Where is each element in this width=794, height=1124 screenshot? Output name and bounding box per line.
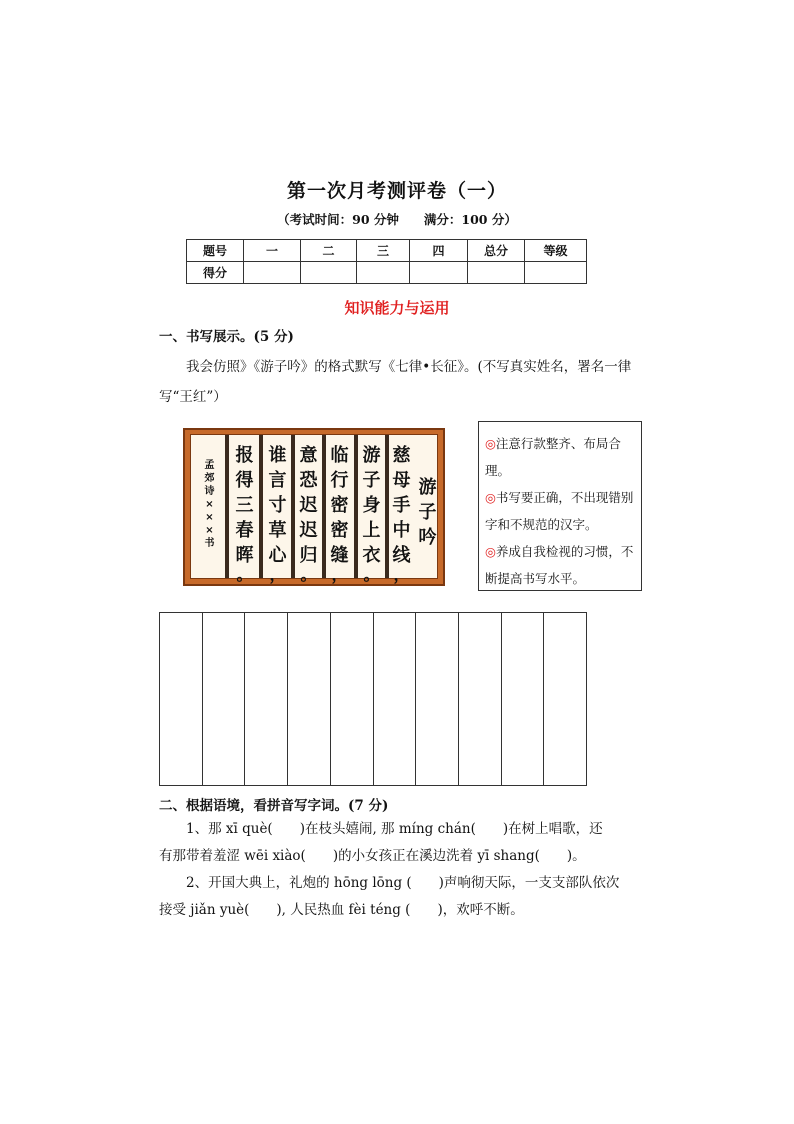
calligraphy-char: ，	[331, 565, 348, 584]
writing-column[interactable]	[331, 613, 374, 785]
calligraphy-char: ×	[205, 499, 214, 510]
signature-column	[195, 435, 224, 578]
calligraphy-char: 慈	[392, 445, 411, 466]
writing-notes-box	[478, 421, 642, 591]
exam-info: （考试时间：90 分钟 满分：100 分）	[277, 212, 517, 227]
calligraphy-char: 书	[204, 538, 215, 549]
writing-column[interactable]	[288, 613, 331, 785]
writing-grid[interactable]	[159, 612, 587, 786]
score-input-cell[interactable]	[410, 262, 468, 284]
calligraphy-char: 报	[235, 445, 254, 466]
question-2-item2-line1: 2、开国大典上，礼炮的 hōng lōng ( )声响彻天际，一支支部队依次	[186, 875, 620, 891]
calligraphy-char: 中	[392, 520, 411, 541]
poem-line-2	[357, 435, 386, 584]
calligraphy-char: ，	[269, 565, 286, 584]
calligraphy-char: 迟	[299, 495, 318, 516]
note-item	[485, 484, 635, 538]
score-table-row	[187, 262, 587, 284]
score-table-header-row	[187, 240, 587, 262]
calligraphy-char: 吟	[418, 527, 437, 548]
calligraphy-char: 意	[299, 445, 318, 466]
writing-column[interactable]	[544, 613, 586, 785]
poem-line-1	[387, 435, 416, 584]
calligraphy-char: 密	[330, 520, 349, 541]
writing-column[interactable]	[160, 613, 203, 785]
calligraphy-char: 迟	[299, 520, 318, 541]
note-item	[485, 430, 635, 484]
question-2-item1-line1: 1、那 xī què( )在枝头嬉闹, 那 míng chán( )在树上唱歌，还	[186, 821, 603, 837]
calligraphy-char: 三	[235, 495, 254, 516]
poem-line-3	[325, 435, 354, 584]
score-header-cell: 一	[244, 240, 301, 262]
calligraphy-char: 密	[330, 495, 349, 516]
calligraphy-char: 。	[236, 565, 253, 584]
calligraphy-char: 手	[392, 495, 411, 516]
note-text: 注意行款整齐、布局合理。	[485, 436, 621, 478]
calligraphy-char: 缝	[330, 545, 349, 566]
calligraphy-char: 。	[363, 565, 380, 584]
writing-column[interactable]	[502, 613, 545, 785]
score-header-cell: 等级	[525, 240, 587, 262]
calligraphy-char: 得	[235, 470, 254, 491]
calligraphy-char: ，	[393, 565, 410, 584]
calligraphy-char: 诗	[204, 486, 215, 497]
calligraphy-char: 郊	[204, 473, 215, 484]
writing-column[interactable]	[203, 613, 246, 785]
calligraphy-char: 晖	[235, 545, 254, 566]
calligraphy-char: 子	[362, 470, 381, 491]
section-title: 知识能力与运用	[344, 299, 450, 317]
writing-column[interactable]	[245, 613, 288, 785]
poem-line-4	[294, 435, 323, 584]
calligraphy-char: 孟	[204, 460, 215, 471]
question-1-instruction-line1: 我会仿照》《游子吟》的格式默写《七律•长征》。(不写真实姓名，署名一律	[186, 359, 632, 375]
calligraphy-char: 母	[392, 470, 411, 491]
calligraphy-char: ×	[205, 525, 214, 536]
writing-column[interactable]	[459, 613, 502, 785]
calligraphy-char: 春	[235, 520, 254, 541]
calligraphy-char: 子	[418, 502, 437, 523]
score-header-cell: 二	[301, 240, 357, 262]
calligraphy-char: 身	[362, 495, 381, 516]
score-input-cell[interactable]	[468, 262, 525, 284]
calligraphy-char: 线	[392, 545, 411, 566]
calligraphy-char: 游	[418, 477, 437, 498]
score-row-label: 得分	[187, 262, 244, 284]
page-title: 第一次月考测评卷（一）	[286, 180, 507, 202]
question-2-item2-line2: 接受 jiǎn yuè( ), 人民热血 fèi téng ( )，欢呼不断。	[159, 902, 524, 918]
calligraphy-sample	[183, 428, 445, 586]
calligraphy-char: 言	[268, 470, 287, 491]
score-header-cell: 总分	[468, 240, 525, 262]
calligraphy-char: 恐	[299, 470, 318, 491]
calligraphy-char: 临	[330, 445, 349, 466]
score-table	[186, 239, 587, 284]
calligraphy-char: 上	[362, 520, 381, 541]
note-item	[485, 538, 635, 592]
calligraphy-char: 游	[362, 445, 381, 466]
score-input-cell[interactable]	[301, 262, 357, 284]
score-header-cell: 题号	[187, 240, 244, 262]
calligraphy-char: 谁	[268, 445, 287, 466]
question-1-heading: 一、书写展示。(5 分)	[159, 329, 294, 345]
score-input-cell[interactable]	[525, 262, 587, 284]
score-header-cell: 四	[410, 240, 468, 262]
question-2-heading: 二、根据语境，看拼音写字词。(7 分)	[159, 798, 389, 814]
writing-column[interactable]	[416, 613, 459, 785]
calligraphy-char: ×	[205, 512, 214, 523]
calligraphy-char: 归	[299, 545, 318, 566]
calligraphy-char: 心	[268, 545, 287, 566]
question-1-instruction-line2: 写“王红”）	[159, 389, 227, 405]
note-text: 书写要正确，不出现错别字和不规范的汉字。	[485, 490, 634, 532]
poem-line-5	[263, 435, 292, 584]
score-input-cell[interactable]	[357, 262, 410, 284]
calligraphy-char: 。	[300, 565, 317, 584]
circle-mark-icon: ◎	[485, 436, 496, 451]
calligraphy-char: 行	[330, 470, 349, 491]
calligraphy-char: 衣	[362, 545, 381, 566]
circle-mark-icon: ◎	[485, 490, 496, 505]
poem-line-6	[230, 435, 259, 584]
score-input-cell[interactable]	[244, 262, 301, 284]
calligraphy-char: 寸	[268, 495, 287, 516]
writing-column[interactable]	[374, 613, 417, 785]
calligraphy-char: 草	[268, 520, 287, 541]
circle-mark-icon: ◎	[485, 544, 496, 559]
note-text: 养成自我检视的习惯，不断提高书写水平。	[485, 544, 634, 586]
question-2-item1-line2: 有那带着羞涩 wēi xiào( )的小女孩正在溪边洗着 yī shang( )。	[159, 848, 586, 864]
poem-title	[413, 435, 442, 578]
score-header-cell: 三	[357, 240, 410, 262]
